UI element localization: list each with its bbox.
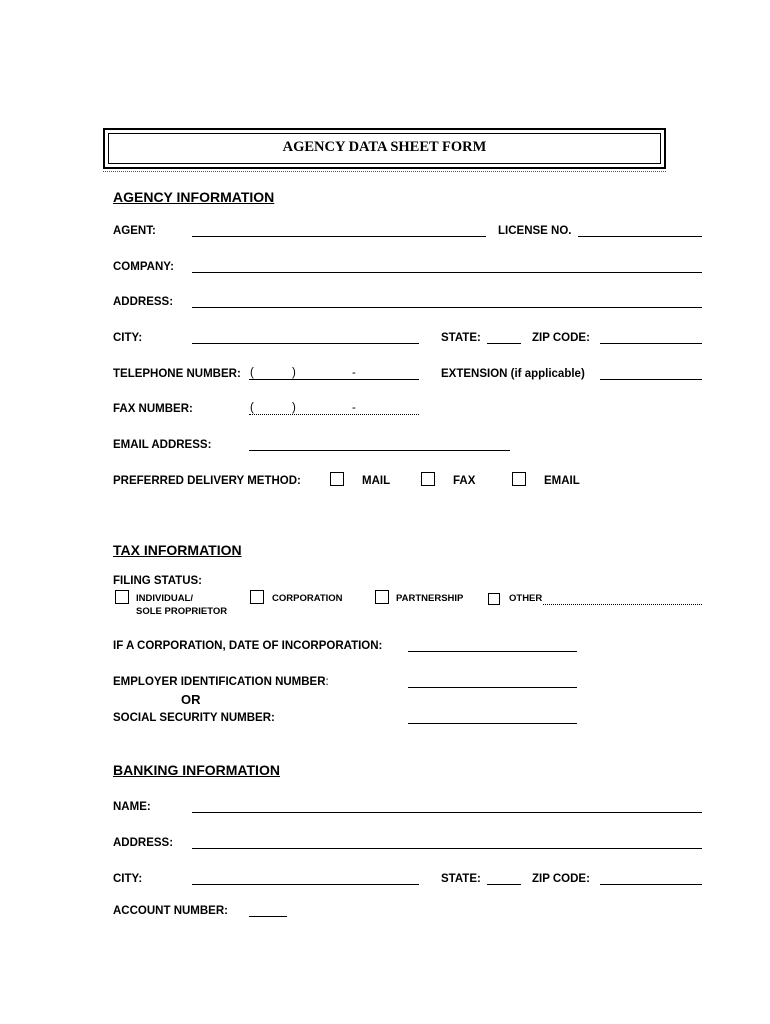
address-field[interactable] [192, 307, 702, 308]
agent-field[interactable] [192, 236, 486, 237]
bank-zip-label: ZIP CODE: [532, 873, 590, 885]
address-label: ADDRESS: [113, 296, 174, 308]
bank-address-field[interactable] [192, 848, 702, 849]
fax-field[interactable] [249, 414, 419, 415]
bank-city-field[interactable] [192, 884, 419, 885]
fax-label: FAX NUMBER: [113, 403, 193, 415]
agency-section-heading: AGENCY INFORMATION [113, 189, 275, 205]
ssn-field[interactable] [408, 723, 577, 724]
state-field[interactable] [487, 343, 521, 344]
bank-state-field[interactable] [487, 884, 521, 885]
incorporation-date-label: IF A CORPORATION, DATE OF INCORPORATION: [113, 640, 383, 652]
filing-partnership-label: PARTNERSHIP [396, 593, 464, 604]
form-title-frame [103, 128, 666, 169]
delivery-mail-label: MAIL [362, 475, 391, 487]
city-label: CITY: [113, 332, 143, 344]
zip-field[interactable] [600, 343, 702, 344]
account-number-label: ACCOUNT NUMBER: [113, 905, 228, 917]
filing-partnership-checkbox[interactable] [375, 590, 389, 604]
telephone-label: TELEPHONE NUMBER: [113, 368, 241, 380]
zip-label: ZIP CODE: [532, 332, 590, 344]
company-field[interactable] [192, 272, 702, 273]
ein-field[interactable] [408, 687, 577, 688]
bank-state-label: STATE: [441, 873, 481, 885]
filing-corporation-label: CORPORATION [272, 593, 343, 604]
form-title: AGENCY DATA SHEET FORM [282, 139, 487, 155]
telephone-paren-open: ( [250, 367, 254, 379]
delivery-fax-checkbox[interactable] [421, 472, 435, 486]
account-number-field[interactable] [249, 916, 287, 917]
fax-paren-open: ( [250, 402, 254, 414]
delivery-fax-label: FAX [453, 475, 476, 487]
telephone-dash: - [352, 367, 356, 379]
or-separator: OR [181, 692, 201, 707]
email-field[interactable] [249, 450, 510, 451]
bank-name-field[interactable] [192, 812, 702, 813]
tax-section-heading: TAX INFORMATION [113, 542, 242, 558]
ssn-label: SOCIAL SECURITY NUMBER: [113, 712, 275, 724]
bank-zip-field[interactable] [600, 884, 702, 885]
ein-label-text: EMPLOYER IDENTIFICATION NUMBER [113, 676, 326, 688]
filing-other-field[interactable] [543, 604, 702, 605]
incorporation-date-field[interactable] [408, 651, 577, 652]
extension-label: EXTENSION (if applicable) [441, 368, 585, 380]
filing-other-checkbox[interactable] [488, 593, 500, 605]
license-label: LICENSE NO. [498, 225, 572, 237]
filing-individual-checkbox[interactable] [115, 590, 129, 604]
delivery-email-label: EMAIL [544, 475, 580, 487]
extension-field[interactable] [600, 379, 702, 380]
banking-section-heading: BANKING INFORMATION [113, 762, 280, 778]
ein-label-colon: : [325, 676, 329, 688]
city-field[interactable] [192, 343, 419, 344]
filing-individual-label: INDIVIDUAL/ [136, 593, 193, 604]
delivery-label: PREFERRED DELIVERY METHOD: [113, 475, 301, 487]
filing-sole-proprietor-label: SOLE PROPRIETOR [136, 606, 228, 617]
telephone-field[interactable] [249, 379, 419, 380]
bank-name-label: NAME: [113, 801, 151, 813]
delivery-email-checkbox[interactable] [512, 472, 526, 486]
filing-other-label: OTHER [509, 593, 543, 604]
state-label: STATE: [441, 332, 481, 344]
delivery-mail-checkbox[interactable] [330, 472, 344, 486]
filing-status-label: FILING STATUS: [113, 575, 203, 587]
email-label: EMAIL ADDRESS: [113, 439, 212, 451]
company-label: COMPANY: [113, 261, 174, 273]
ein-label [113, 675, 329, 689]
filing-corporation-checkbox[interactable] [250, 590, 264, 604]
agent-label: AGENT: [113, 225, 156, 237]
title-divider [103, 171, 666, 172]
bank-city-label: CITY: [113, 873, 143, 885]
fax-paren-close: ) [292, 402, 296, 414]
telephone-paren-close: ) [292, 367, 296, 379]
fax-dash: - [352, 402, 356, 414]
license-field[interactable] [578, 236, 702, 237]
bank-address-label: ADDRESS: [113, 837, 174, 849]
